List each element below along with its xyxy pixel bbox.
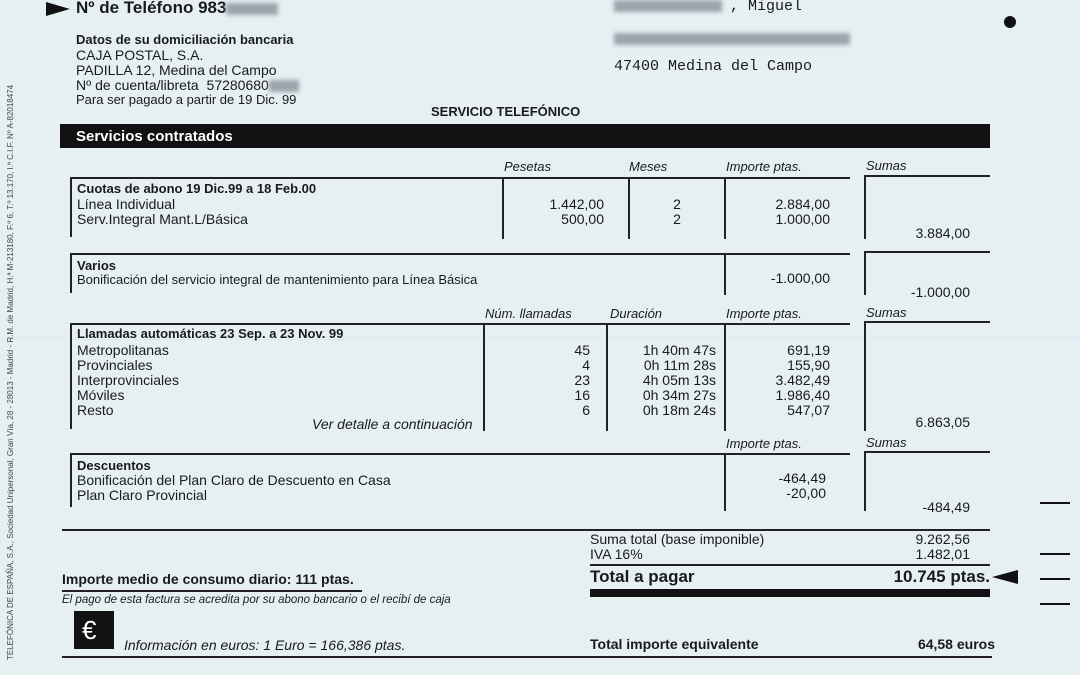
divider [70,453,72,507]
llamadas-num: 6 [582,402,590,418]
descuentos-concept: Plan Claro Provincial [77,487,207,503]
col-importe: Importe ptas. [726,436,802,451]
total-value: 10.745 ptas. [893,567,990,586]
descuentos-concept: Bonificación del Plan Claro de Descuento en Casa [77,472,391,488]
service-title: SERVICIO TELEFÓNICO [431,104,581,119]
varios-title: Varios [77,258,117,273]
bank-name: CAJA POSTAL, S.A. [76,47,204,63]
cuotas-concept: Serv.Integral Mant.L/Básica [77,211,248,227]
company-legal-text: TELEFÓNICA DE ESPAÑA, S.A., Sociedad Unipersonal, Gran Vía, 28 - 28013 - Madrid - R.M. de Madrid, H.ª M-213180, F.º 6, T.º 13.170, I.ª C.I.F. Nº A-82018474 [6,84,15,660]
divider [70,253,850,255]
euro-total-label: Total importe equivalente [590,636,759,652]
divider [864,321,866,431]
llamadas-concept: Interprovinciales [77,372,179,388]
iva-label: IVA 16% [590,546,643,562]
total-underline-bar [590,589,990,597]
phone-number [76,0,278,18]
llamadas-duracion: 0h 18m 24s [642,402,716,418]
euro-symbol: € [82,615,97,645]
recipient-postal: 47400 Medina del Campo [614,58,813,75]
divider [70,323,72,429]
margin-tick [1040,502,1070,504]
divider [62,590,362,592]
account-number [76,77,299,93]
llamadas-importe: 547,07 [787,402,830,418]
base-value: 9.262,56 [915,531,970,547]
llamadas-duracion: 0h 11m 28s [643,357,716,373]
phone-label: Nº de Teléfono [76,0,194,17]
col-importe: Importe ptas. [726,306,802,321]
divider [724,453,726,511]
phone-visible: 983 [198,0,227,17]
col-importe: Importe ptas. [726,159,802,174]
account-visible: 57280680 [206,77,269,93]
llamadas-concept: Provinciales [77,357,153,373]
euro-icon [74,611,114,649]
bank-address: PADILLA 12, Medina del Campo [76,62,277,78]
divider [866,175,990,177]
col-sumas: Sumas [866,435,907,450]
cuotas-concept: Línea Individual [77,196,176,212]
llamadas-suma: 6.863,05 [915,414,970,430]
llamadas-num: 4 [582,357,590,373]
col-num-llamadas: Núm. llamadas [485,306,572,321]
divider [70,253,72,293]
divider [864,175,866,239]
divider [864,251,866,295]
euro-info: Información en euros: 1 Euro = 166,386 ptas. [124,637,406,653]
arrow-left-icon [992,570,1018,584]
cuotas-pesetas: 1.442,00 [549,196,604,212]
llamadas-title: Llamadas automáticas 23 Sep. a 23 Nov. 99 [77,326,344,341]
divider [724,323,726,431]
descuentos-suma: -484,49 [922,499,970,515]
divider [70,323,850,325]
total-label: Total a pagar [590,567,695,586]
llamadas-importe: 691,19 [787,342,830,358]
divider [606,323,608,431]
contracted-bar-label: Servicios contratados [76,128,233,145]
divider [70,453,850,455]
divider [62,656,992,658]
divider [70,177,72,237]
divider [864,451,866,511]
llamadas-duracion: 1h 40m 47s [642,342,716,358]
detail-link[interactable]: Ver detalle a continuación [312,416,473,432]
margin-tick [1040,603,1070,605]
cuotas-title: Cuotas de abono 19 Dic.99 a 18 Feb.00 [77,181,317,196]
pay-from-date: Para ser pagado a partir de 19 Dic. 99 [76,92,297,107]
llamadas-duracion: 4h 05m 13s [642,372,716,388]
descuentos-importe: -20,00 [786,485,826,501]
bank-note: El pago de esta factura se acredita por su abono bancario o el recibí de caja [62,594,451,606]
divider [70,177,850,179]
llamadas-concept: Resto [77,402,114,418]
divider [590,564,990,566]
col-pesetas: Pesetas [504,159,551,174]
cuotas-importe: 2.884,00 [775,196,830,212]
llamadas-duracion: 0h 34m 27s [642,387,716,403]
llamadas-num: 45 [574,342,590,358]
margin-tick [1040,578,1070,580]
recipient-street-redacted [614,30,850,48]
cuotas-pesetas: 500,00 [561,211,604,227]
col-meses: Meses [629,159,668,174]
redaction-mask [226,3,278,15]
divider [483,323,485,431]
varios-importe: -1.000,00 [770,270,830,286]
llamadas-importe: 3.482,49 [775,372,830,388]
col-sumas: Sumas [866,158,907,173]
contracted-bar [60,124,990,148]
llamadas-concept: Móviles [77,387,125,403]
recipient-first-name: , Miguel [730,0,803,15]
divider [866,451,990,453]
llamadas-num: 23 [574,372,590,388]
bank-title: Datos de su domiciliación bancaria [76,32,294,47]
col-sumas: Sumas [866,305,907,320]
recipient-name [614,0,802,15]
cuotas-meses: 2 [673,211,681,227]
arrow-right-icon [46,2,70,16]
daily-consumption: Importe medio de consumo diario: 111 ptas. [62,571,354,587]
account-label: Nº de cuenta/libreta [76,77,199,93]
euro-total-value: 64,58 euros [917,636,995,652]
descuentos-title: Descuentos [77,458,151,473]
divider [866,321,990,323]
redaction-mask [614,0,722,12]
varios-suma: -1.000,00 [910,284,970,300]
col-duracion: Duración [610,306,663,321]
varios-concept: Bonificación del servicio integral de mantenimiento para Línea Básica [77,272,478,287]
redaction-mask [614,33,850,45]
divider [866,251,990,253]
llamadas-importe: 155,90 [787,357,830,373]
base-label: Suma total (base imponible) [590,531,765,547]
divider [62,529,990,531]
iva-value: 1.482,01 [915,546,970,562]
cuotas-suma: 3.884,00 [915,225,970,241]
dot-icon [1004,16,1016,28]
cuotas-meses: 2 [673,196,681,212]
divider [724,253,726,295]
descuentos-importe: -464,49 [778,470,826,486]
llamadas-importe: 1.986,40 [775,387,830,403]
margin-tick [1040,553,1070,555]
llamadas-num: 16 [574,387,590,403]
llamadas-concept: Metropolitanas [77,342,169,358]
redaction-mask [269,80,299,92]
cuotas-importe: 1.000,00 [775,211,830,227]
